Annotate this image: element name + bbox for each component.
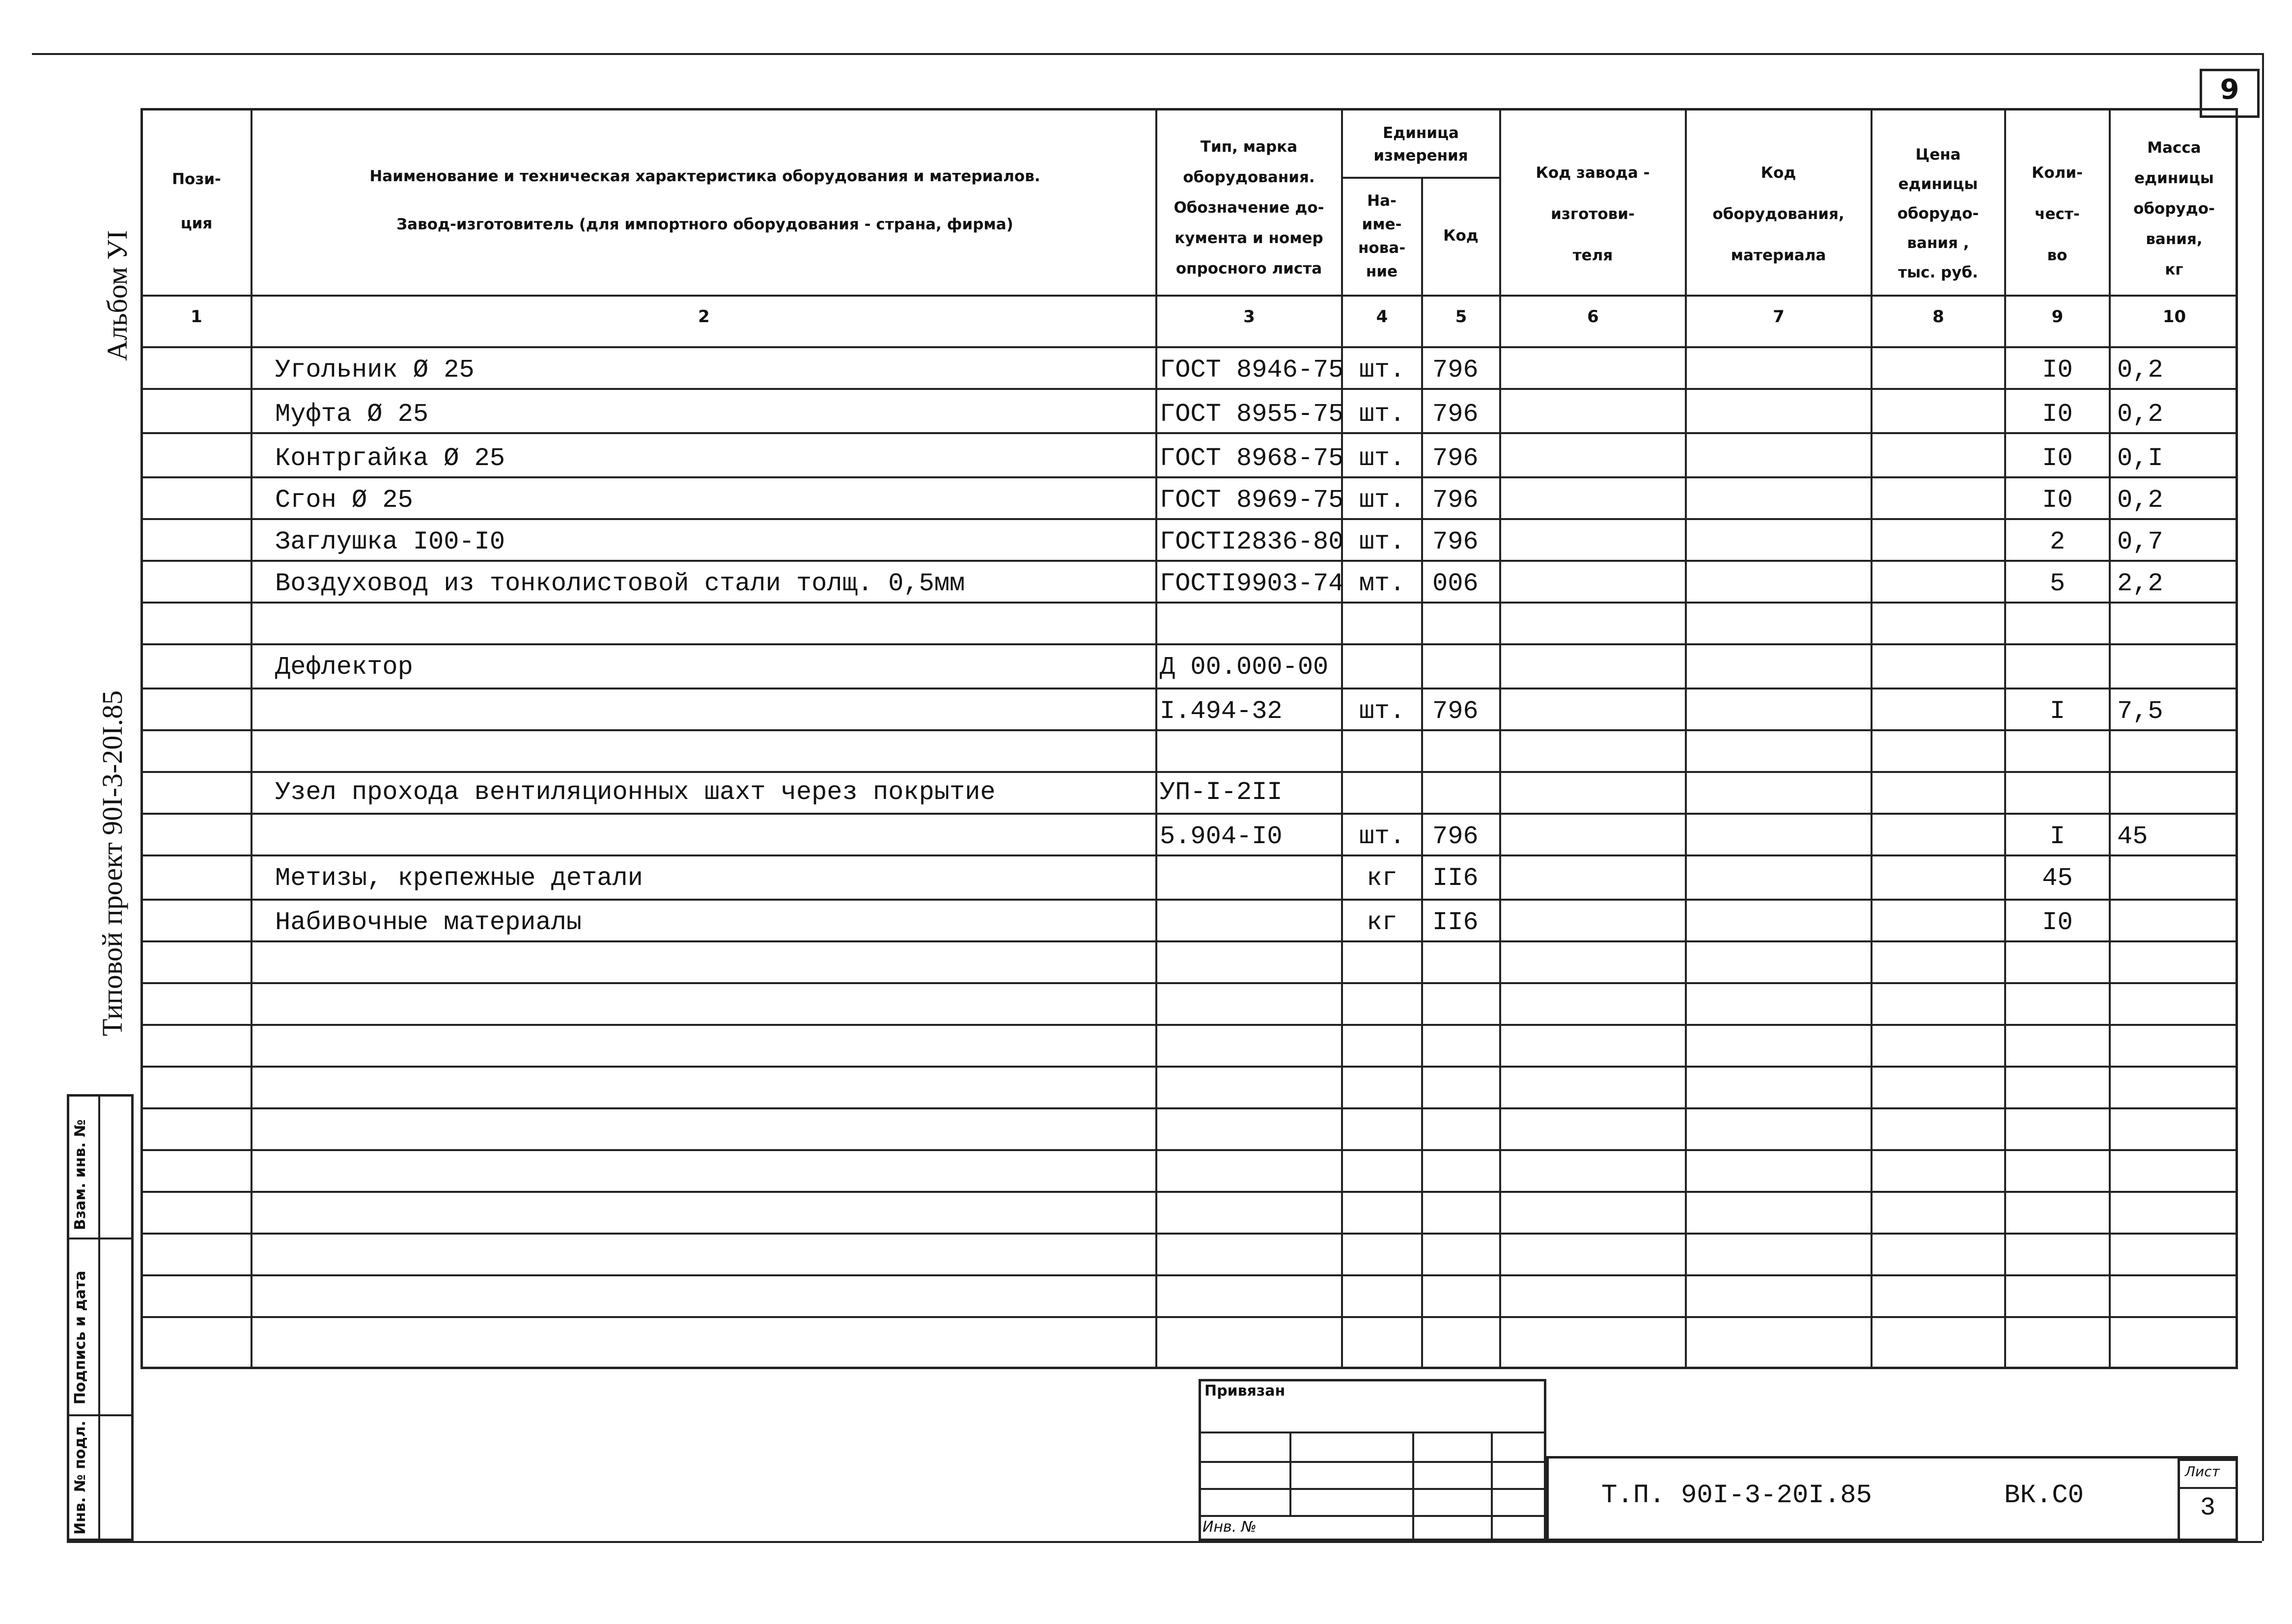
row-line	[140, 1066, 2238, 1068]
privyazan-line-2	[1199, 1461, 1546, 1463]
right-border	[2262, 53, 2264, 1541]
cell-type: 5.904-I0	[1160, 822, 1283, 851]
row-line	[140, 1316, 2238, 1318]
cell-mass: 0,2	[2117, 486, 2163, 515]
row-line	[140, 982, 2238, 984]
header-bottom-line	[140, 295, 2238, 297]
hdr-unit-name: На- име- нова- ние	[1358, 192, 1406, 280]
cell-type: ГОСТI2836-80	[1160, 527, 1344, 556]
col-number-8: 8	[1932, 307, 1944, 327]
cell-unit: шт.	[1359, 444, 1405, 473]
col-number-line	[140, 346, 2238, 348]
cell-unit: шт.	[1359, 822, 1405, 851]
cell-unit-code: II6	[1432, 908, 1479, 937]
cell-unit-code: II6	[1432, 864, 1479, 893]
row-line	[140, 602, 2238, 604]
col-line-3	[1341, 108, 1343, 1369]
row-line	[140, 1024, 2238, 1026]
cell-unit-code: 796	[1432, 400, 1479, 429]
inv-no-label: Инв. №	[1202, 1518, 1257, 1536]
cell-unit-code: 796	[1432, 444, 1479, 473]
col-line-7	[1871, 108, 1873, 1369]
row-line	[140, 388, 2238, 390]
cell-unit-code: 796	[1432, 356, 1479, 385]
cell-quantity: I0	[2042, 400, 2073, 429]
col-line-4	[1421, 177, 1423, 1369]
row-line	[140, 1149, 2238, 1151]
cell-unit: шт.	[1359, 400, 1405, 429]
col-line-8	[2004, 108, 2006, 1369]
cell-name: Контргайка Ø 25	[275, 444, 505, 473]
col-line-1	[251, 108, 252, 1369]
hdr-name: Наименование и техническая характеристика оборудования и материалов. Завод-изготовитель (для импортного оборудования - страна, фирма)	[369, 167, 1040, 233]
col-number-2: 2	[698, 307, 710, 327]
cell-unit: кг	[1367, 864, 1398, 893]
cell-mass: 7,5	[2117, 697, 2163, 726]
row-line	[140, 729, 2238, 731]
col-line-6	[1685, 108, 1687, 1369]
cell-quantity: I	[2049, 822, 2066, 851]
cell-name: Заглушка I00-I0	[275, 527, 505, 556]
section-code: ВК.С0	[2004, 1481, 2084, 1511]
side-stamp-line-1	[67, 1238, 134, 1239]
hdr-factory-code: Код завода - изготови- теля	[1536, 164, 1650, 264]
cell-type: УП-I-2II	[1160, 778, 1283, 807]
side-stamp-divider	[98, 1094, 100, 1541]
hdr-position: Пози- ция	[172, 170, 221, 232]
cell-name: Угольник Ø 25	[275, 356, 475, 385]
list-box-line	[2178, 1487, 2238, 1489]
cell-mass: 0,I	[2117, 444, 2163, 473]
side-stamp-line-2	[67, 1414, 134, 1416]
cell-mass: 2,2	[2117, 569, 2163, 598]
cell-quantity: I0	[2042, 356, 2073, 385]
cell-unit-code: 796	[1432, 527, 1479, 556]
cell-name: Сгон Ø 25	[275, 486, 413, 515]
col-number-4: 4	[1376, 307, 1388, 327]
cell-name: Муфта Ø 25	[275, 400, 429, 429]
cell-quantity: 5	[2049, 569, 2066, 598]
hdr-price: Цена единицы оборудо- вания , тыс. руб.	[1897, 146, 1979, 281]
col-number-10: 10	[2162, 307, 2186, 327]
row-line	[140, 899, 2238, 901]
privyazan-col-3	[1491, 1431, 1493, 1541]
cell-unit: шт.	[1359, 356, 1405, 385]
cell-mass: 0,7	[2117, 527, 2163, 556]
col-line-5	[1499, 108, 1501, 1369]
top-border	[32, 53, 2262, 55]
row-line	[140, 1233, 2238, 1235]
hdr-quantity: Коли- чест- во	[2032, 164, 2083, 264]
cell-name: Метизы, крепежные детали	[275, 864, 643, 893]
row-line	[140, 1107, 2238, 1109]
doc-code: Т.П. 90I-3-20I.85	[1601, 1481, 1872, 1511]
album-label: Альбом УI	[101, 230, 133, 361]
cell-unit-code: 796	[1432, 697, 1479, 726]
cell-quantity: I0	[2042, 444, 2073, 473]
row-line	[140, 688, 2238, 689]
sheet-number: 9	[2220, 74, 2239, 106]
cell-mass: 45	[2117, 822, 2148, 851]
cell-unit-code: 796	[1432, 822, 1479, 851]
cell-mass: 0,2	[2117, 400, 2163, 429]
privyazan-line-3	[1199, 1488, 1546, 1490]
cell-unit: шт.	[1359, 697, 1405, 726]
cell-name: Набивочные материалы	[275, 908, 582, 937]
cell-type: ГОСТI9903-74	[1160, 569, 1344, 598]
privyazan-line-1	[1199, 1431, 1546, 1433]
privyazan-col-2	[1412, 1431, 1414, 1541]
row-line	[140, 940, 2238, 942]
hdr-type: Тип, марка оборудования. Обозначение до- кумента и номер опросного листа	[1174, 138, 1324, 277]
cell-unit: кг	[1367, 908, 1398, 937]
privyazan-label: Привязан	[1204, 1382, 1286, 1400]
cell-name: Дефлектор	[275, 653, 413, 682]
cell-quantity: I	[2049, 697, 2066, 726]
hdr-equipment-code: Код оборудования, материала	[1712, 164, 1845, 264]
project-label: Типовой проект 90I-3-20I.85	[96, 690, 128, 1036]
hdr-unit-code: Код	[1443, 227, 1479, 245]
cell-unit-code: 006	[1432, 569, 1479, 598]
col-line-9	[2109, 108, 2111, 1369]
cell-type: ГОСТ 8946-75	[1160, 356, 1344, 385]
cell-mass: 0,2	[2117, 356, 2163, 385]
hdr-unit-group: Единица измерения	[1373, 124, 1468, 165]
stamp-vzam: Взам. инв. №	[72, 1119, 89, 1230]
cell-quantity: I0	[2042, 486, 2073, 515]
cell-unit: шт.	[1359, 486, 1405, 515]
row-line	[140, 813, 2238, 815]
cell-name: Узел прохода вентиляционных шахт через покрытие	[275, 778, 996, 807]
list-number: 3	[2200, 1493, 2216, 1522]
unit-group-line	[1341, 177, 1499, 179]
col-number-6: 6	[1587, 307, 1599, 327]
stamp-podpis: Подпись и дата	[72, 1270, 89, 1404]
cell-quantity: I0	[2042, 908, 2073, 937]
col-line-2	[1155, 108, 1157, 1369]
cell-type: Д 00.000-00	[1160, 653, 1329, 682]
row-line	[140, 1191, 2238, 1193]
row-line	[140, 854, 2238, 856]
row-line	[140, 432, 2238, 434]
cell-unit: шт.	[1359, 527, 1405, 556]
col-number-1: 1	[191, 307, 202, 327]
cell-unit: мт.	[1359, 569, 1405, 598]
hdr-mass: Масса единицы оборудо- вания, кг	[2133, 139, 2215, 278]
cell-type: ГОСТ 8968-75	[1160, 444, 1344, 473]
row-line	[140, 518, 2238, 520]
col-number-5: 5	[1455, 307, 1467, 327]
col-number-3: 3	[1243, 307, 1255, 327]
cell-type: ГОСТ 8969-75	[1160, 486, 1344, 515]
bottom-border	[67, 1541, 2262, 1543]
cell-name: Воздуховод из тонколистовой стали толщ. 0,5мм	[275, 569, 965, 598]
list-label: Лист	[2185, 1463, 2220, 1480]
privyazan-col-1	[1289, 1431, 1291, 1515]
cell-type: ГОСТ 8955-75	[1160, 400, 1344, 429]
cell-type: I.494-32	[1160, 697, 1283, 726]
row-line	[140, 560, 2238, 562]
cell-quantity: 45	[2042, 864, 2073, 893]
main-table	[140, 108, 2238, 1369]
stamp-inv-podl: Инв. № подл.	[72, 1420, 89, 1535]
col-number-9: 9	[2051, 307, 2064, 327]
cell-unit-code: 796	[1432, 486, 1479, 515]
col-number-7: 7	[1773, 307, 1785, 327]
row-line	[140, 771, 2238, 773]
cell-quantity: 2	[2049, 527, 2066, 556]
privyazan-line-4	[1199, 1515, 1546, 1517]
row-line	[140, 476, 2238, 478]
row-line	[140, 643, 2238, 645]
row-line	[140, 1274, 2238, 1276]
